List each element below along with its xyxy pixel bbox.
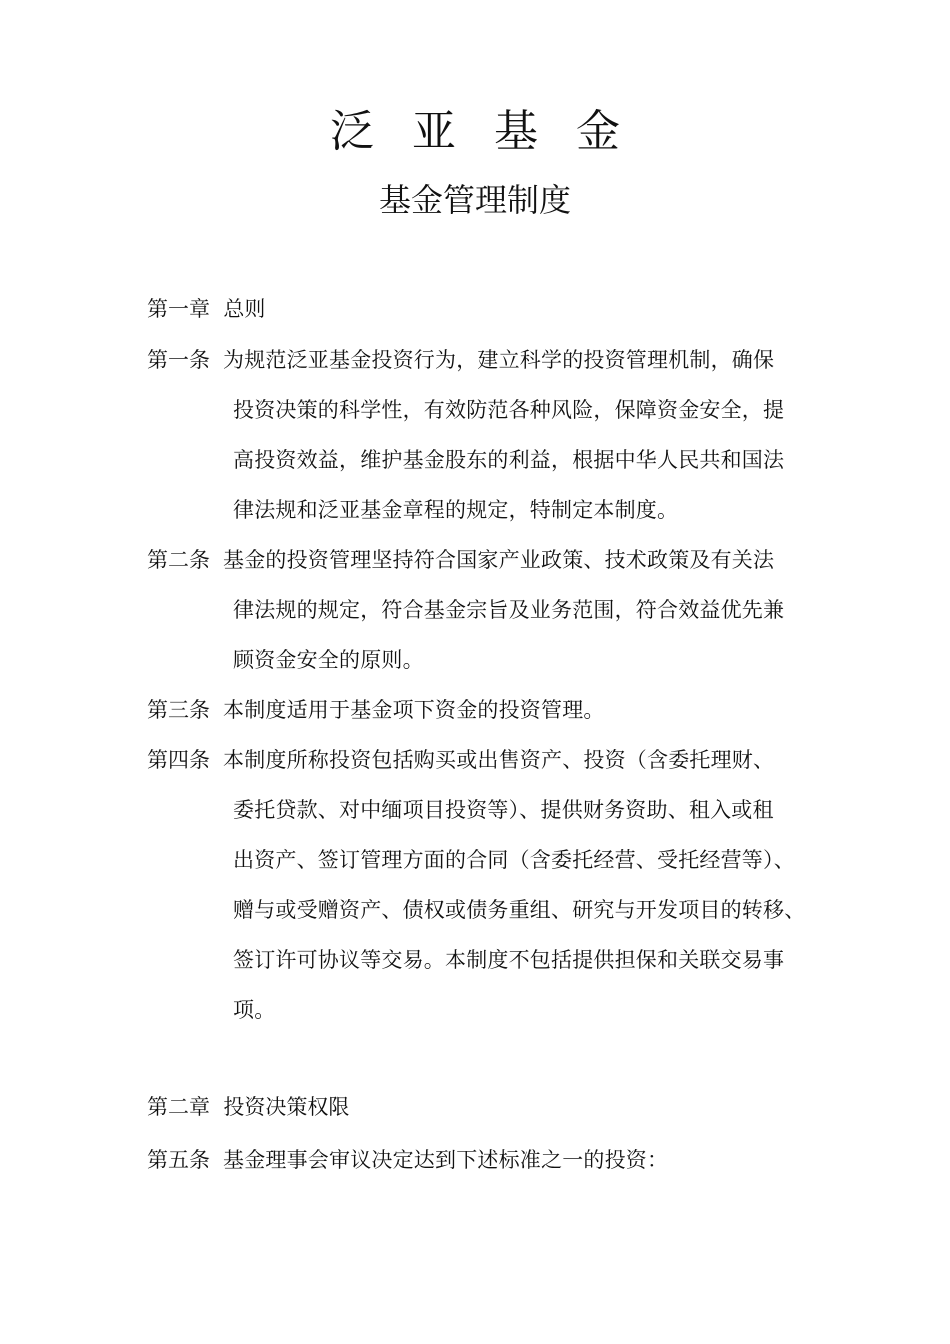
document-title: 泛亚基金 bbox=[330, 106, 658, 157]
article-line bbox=[147, 795, 807, 845]
article-label: 第四条 bbox=[147, 748, 210, 772]
article-3 bbox=[147, 695, 807, 745]
article-line bbox=[147, 445, 807, 495]
article-line bbox=[147, 745, 807, 795]
article-text: 顾资金安全的原则。 bbox=[233, 648, 424, 672]
chapter-label: 第一章 bbox=[147, 297, 210, 321]
chapter-heading bbox=[147, 1092, 349, 1122]
article-1 bbox=[147, 345, 807, 545]
chapter-title: 总则 bbox=[223, 297, 266, 321]
article-text: 律法规的规定，符合基金宗旨及业务范围，符合效益优先兼 bbox=[233, 598, 785, 622]
article-line bbox=[147, 845, 807, 895]
chapter-title: 投资决策权限 bbox=[223, 1095, 350, 1119]
article-text: 本制度适用于基金项下资金的投资管理。 bbox=[223, 698, 605, 722]
article-line bbox=[147, 945, 807, 995]
article-text: 出资产、签订管理方面的合同（含委托经营、受托经营等）、 bbox=[233, 848, 795, 872]
article-line bbox=[147, 545, 807, 595]
article-line bbox=[147, 345, 807, 395]
article-label: 第二条 bbox=[147, 548, 210, 572]
article-label: 第五条 bbox=[147, 1148, 210, 1172]
chapter-label: 第二章 bbox=[147, 1095, 210, 1119]
article-text: 基金理事会审议决定达到下述标准之一的投资： bbox=[223, 1148, 669, 1172]
article-line bbox=[147, 995, 807, 1045]
article-line bbox=[147, 645, 807, 695]
article-line bbox=[147, 895, 807, 945]
chapter-heading bbox=[147, 294, 265, 324]
article-line bbox=[147, 395, 807, 445]
article-label: 第一条 bbox=[147, 348, 210, 372]
article-text: 签订许可协议等交易。本制度不包括提供担保和关联交易事 bbox=[233, 948, 785, 972]
article-line bbox=[147, 595, 807, 645]
article-line bbox=[147, 695, 807, 745]
article-text: 律法规和泛亚基金章程的规定，特制定本制度。 bbox=[233, 498, 679, 522]
article-text: 项。 bbox=[233, 998, 276, 1022]
article-line bbox=[147, 495, 807, 545]
article-text: 本制度所称投资包括购买或出售资产、投资（含委托理财、 bbox=[223, 748, 775, 772]
article-text: 基金的投资管理坚持符合国家产业政策、技术政策及有关法 bbox=[223, 548, 775, 572]
document-subtitle: 基金管理制度 bbox=[378, 181, 571, 219]
article-label: 第三条 bbox=[147, 698, 210, 722]
article-text: 委托贷款、对中缅项目投资等）、提供财务资助、租入或租 bbox=[233, 798, 774, 822]
article-text: 高投资效益，维护基金股东的利益，根据中华人民共和国法 bbox=[233, 448, 785, 472]
article-4 bbox=[147, 745, 807, 1045]
article-2 bbox=[147, 545, 807, 695]
article-text: 投资决策的科学性，有效防范各种风险，保障资金安全，提 bbox=[233, 398, 785, 422]
article-5 bbox=[147, 1145, 807, 1195]
article-text: 为规范泛亚基金投资行为，建立科学的投资管理机制，确保 bbox=[223, 348, 775, 372]
article-text: 赠与或受赠资产、债权或债务重组、研究与开发项目的转移、 bbox=[233, 898, 806, 922]
article-line bbox=[147, 1145, 807, 1195]
